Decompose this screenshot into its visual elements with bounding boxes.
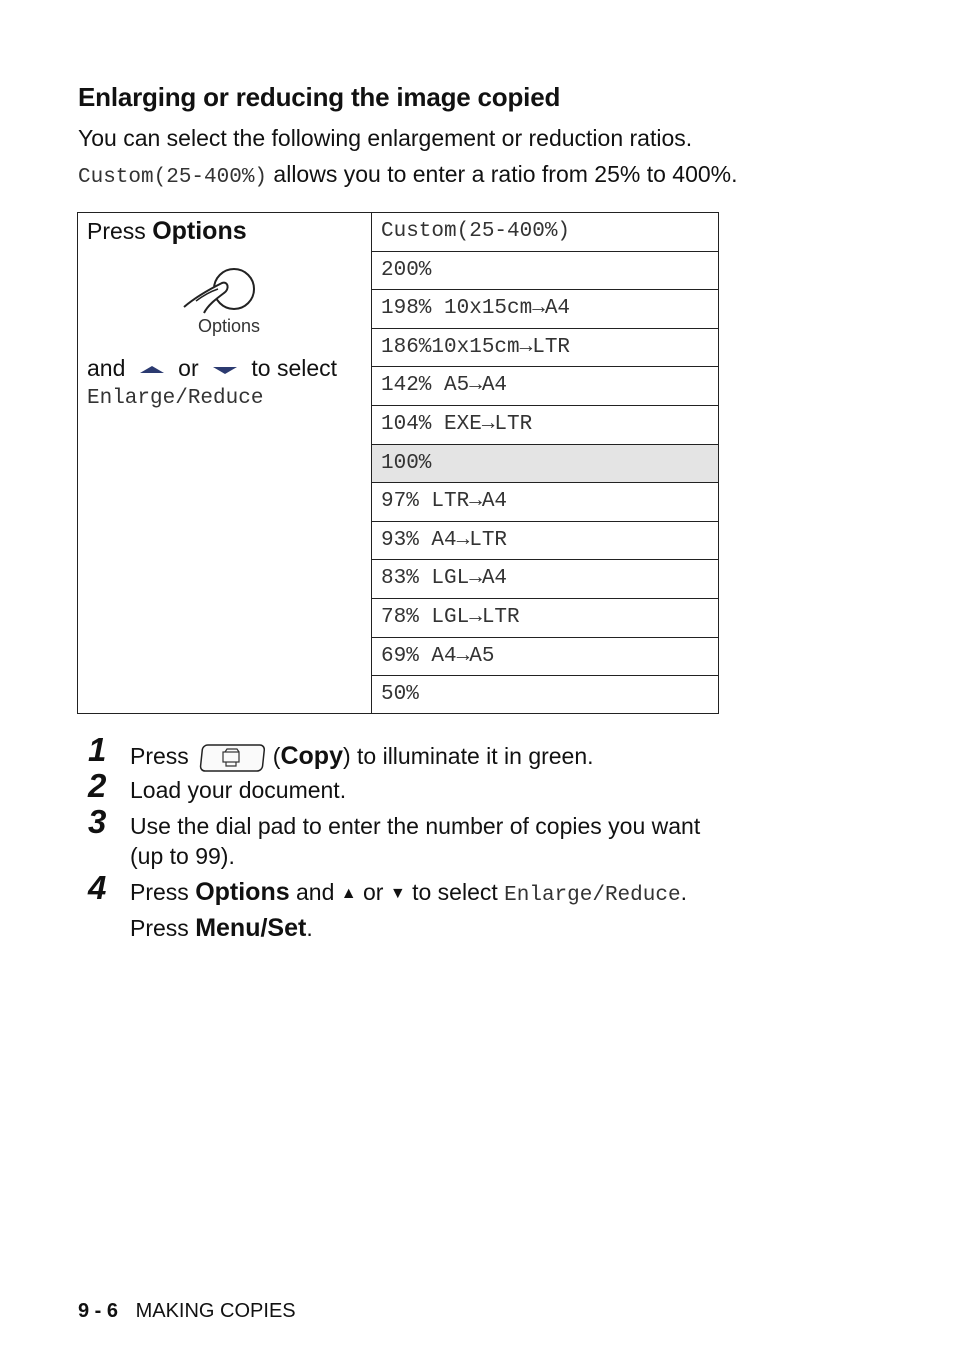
- ratio-option[interactable]: 69% A4→A5: [372, 638, 718, 677]
- step-text-line1: Use the dial pad to enter the number of copies you want: [130, 813, 701, 839]
- ratio-option[interactable]: 83% LGL→A4: [372, 560, 718, 599]
- press-word: Press: [130, 743, 189, 769]
- and-word: and: [296, 879, 335, 905]
- step-text-line2: (up to 99).: [130, 843, 235, 869]
- ratio-option[interactable]: 50%: [381, 683, 419, 707]
- step-text: Load your document.: [130, 777, 347, 803]
- to-select-text: to select: [412, 879, 498, 905]
- copy-button-icon: [199, 743, 265, 773]
- up-arrow-icon: [132, 362, 172, 378]
- ratio-option[interactable]: 186%10x15cm→LTR: [372, 329, 718, 368]
- up-triangle-icon: ▲: [340, 885, 357, 902]
- custom-ratio-code: Custom(25-400%): [78, 166, 268, 189]
- ratio-option[interactable]: Custom(25-400%): [372, 213, 718, 252]
- options-table: [77, 212, 719, 714]
- press-options-line: [87, 217, 247, 246]
- press-word: Press: [130, 879, 189, 905]
- page-footer: [78, 1300, 296, 1323]
- section-heading: Enlarging or reducing the image copied: [78, 82, 561, 112]
- menu-set-key-name: Menu/Set: [195, 914, 307, 942]
- ratio-option[interactable]: 104% EXE→LTR: [372, 406, 718, 445]
- step-number: 2: [88, 767, 107, 804]
- ratio-option[interactable]: 97% LTR→A4: [372, 483, 718, 522]
- options-key-name: Options: [195, 878, 290, 906]
- press-word: Press: [87, 218, 146, 244]
- intro-custom-text: [78, 161, 738, 189]
- ratio-list: [372, 213, 718, 715]
- ratio-option[interactable]: 200%: [372, 252, 718, 291]
- step-text-line2: Press Menu/Set.: [130, 914, 313, 942]
- to-select-text: to select: [251, 355, 338, 381]
- enlarge-reduce-item: Enlarge/Reduce: [87, 387, 264, 410]
- step-number: 4: [88, 869, 107, 906]
- ratio-option[interactable]: 142% A5→A4: [372, 367, 718, 406]
- ratio-option[interactable]: 93% A4→LTR: [372, 522, 718, 561]
- press-word: Press: [130, 915, 189, 941]
- ratio-option[interactable]: 198% 10x15cm→A4: [372, 290, 718, 329]
- down-arrow-icon: [205, 362, 245, 378]
- step-number: 3: [88, 803, 107, 840]
- step-text: Press (Copy) to illuminate it in green.: [130, 741, 594, 773]
- step-number: 1: [88, 731, 107, 768]
- instruction-cell: [78, 213, 372, 713]
- copy-key-name: Copy: [280, 742, 343, 770]
- step-text-line1: Press Options and ▲ or ▼ to select Enlarge/Reduce.: [130, 878, 687, 907]
- ratio-option-selected[interactable]: 100%: [372, 445, 718, 484]
- options-key-name: Options: [152, 217, 247, 245]
- or-word: or: [178, 355, 199, 381]
- down-triangle-icon: ▼: [389, 885, 406, 902]
- or-word: or: [363, 879, 384, 905]
- ratio-option[interactable]: 78% LGL→LTR: [372, 599, 718, 638]
- section-name: MAKING COPIES: [135, 1300, 296, 1322]
- step-1-rest: ) to illuminate it in green.: [342, 743, 594, 769]
- custom-ratio-desc: allows you to enter a ratio from 25% to 400%.: [273, 161, 738, 187]
- page-number: 9 - 6: [78, 1300, 119, 1322]
- enlarge-reduce-item: Enlarge/Reduce: [504, 884, 681, 907]
- intro-text: You can select the following enlargement or reduction ratios.: [78, 125, 693, 151]
- options-button-label: Options: [198, 316, 261, 336]
- and-or-select-line: [87, 355, 337, 382]
- and-word: and: [87, 355, 126, 381]
